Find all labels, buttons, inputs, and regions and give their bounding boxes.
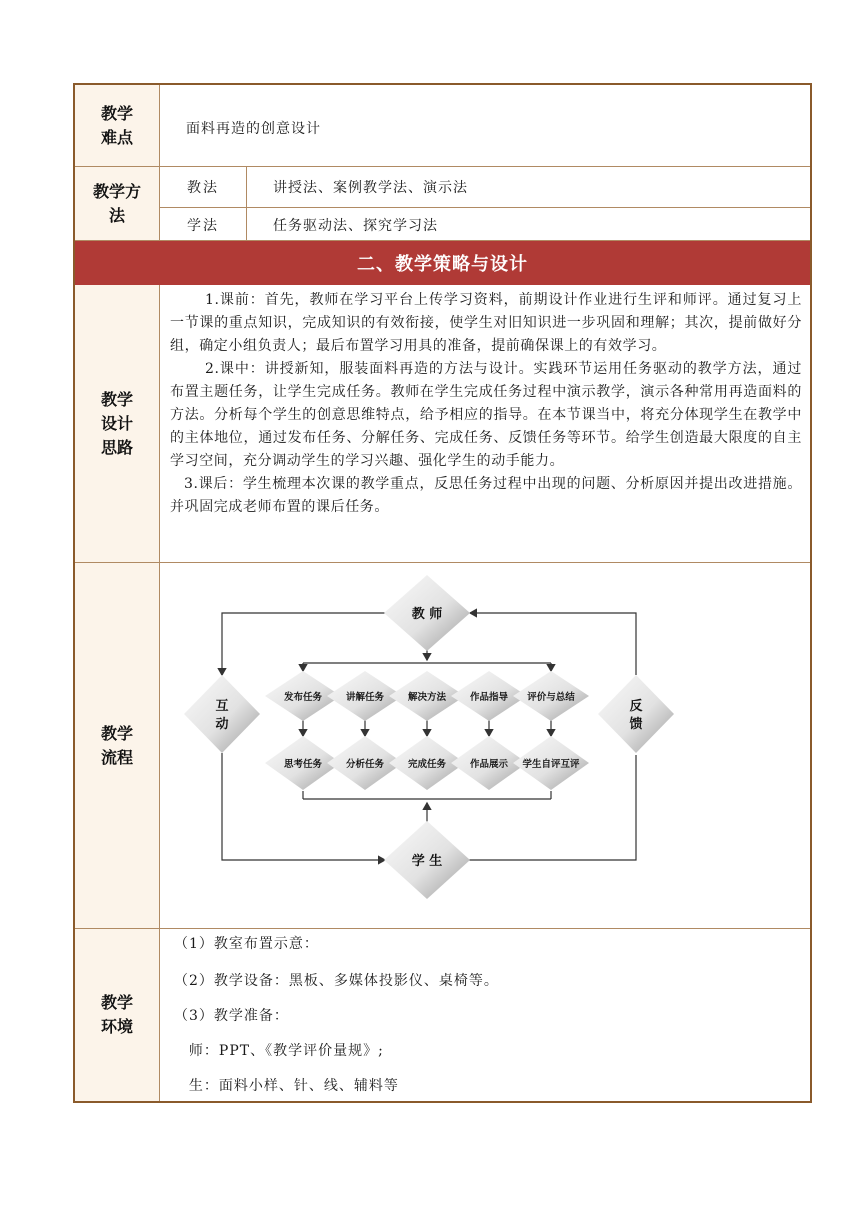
task-text: 评价与总结: [527, 692, 575, 703]
design-paragraph: 3.课后：学生梳理本次课的教学重点，反思任务过程中出现的问题、分析原因并提出改进措施。并巩固完成老师布置的课后任务。: [170, 476, 802, 515]
interact-text: 动: [215, 717, 229, 732]
student-text: 学 生: [411, 854, 443, 869]
section-banner: 二、教学策略与设计: [75, 241, 810, 285]
difficulty-value: 面料再造的创意设计: [186, 121, 321, 137]
environment-line: 生：面料小样、针、线、辅料等: [178, 1078, 399, 1094]
feedback-text: 反: [629, 699, 643, 714]
task-text: 解决方法: [407, 692, 447, 703]
method-value: 任务驱动法、探究学习法: [273, 217, 438, 234]
methods-row: [75, 167, 810, 241]
bottom-row-nodes: [265, 736, 589, 790]
flow-diagram: [160, 563, 810, 929]
task-text: 发布任务: [283, 692, 323, 703]
lesson-plan-table: [73, 83, 812, 1103]
design-paragraph: 2.课中：讲授新知，服装面料再造的方法与设计。实践环节运用任务驱动的教学方法，通过布置主题任务，让学生完成任务。教师在学生完成任务过程中演示教学，演示各种常用再造面料的方法。分析每个学生的创意思维特点，给予相应的指导。在本节课当中，将充分体现学生在教学中的主体地位，通过发布任务、分解任务、完成任务、反馈任务等环节。给学生创造最大限度的自主学习空间，充分调动学生的学习兴趣、强化学生的动手能力。: [170, 361, 802, 469]
environment-line: （1）教室布置示意：: [174, 936, 319, 952]
top-row-nodes: [265, 671, 589, 721]
environment-row: [75, 929, 810, 1101]
task-text: 学生自评互评: [522, 759, 580, 770]
task-text: 作品指导: [469, 692, 509, 703]
method-key: 教法: [160, 167, 247, 207]
difficulty-content: [160, 85, 810, 166]
task-text: 思考任务: [283, 759, 323, 770]
flow-content: [160, 563, 810, 928]
teacher-text: 教 师: [411, 607, 443, 622]
feedback-node: [598, 675, 674, 753]
environment-line: （2）教学设备：黑板、多媒体投影仪、桌椅等。: [174, 973, 499, 989]
interact-node: [184, 675, 260, 753]
methods-label: 教学方 法: [75, 167, 160, 240]
method-row-teach: [160, 167, 810, 208]
difficulty-label: 教学 难点: [75, 85, 160, 166]
method-key: 学法: [160, 208, 247, 241]
task-text: 讲解任务: [345, 692, 385, 703]
environment-line: 师：PPT、《教学评价量规》;: [178, 1043, 384, 1059]
interact-text: 互: [215, 699, 229, 714]
design-label: 教学 设计 思路: [75, 285, 160, 562]
design-row: [75, 285, 810, 563]
task-text: 作品展示: [469, 759, 509, 770]
design-paragraph: 1.课前：首先，教师在学习平台上传学习资料，前期设计作业进行生评和师评。通过复习上一节课的重点知识，完成知识的有效衔接，使学生对旧知识进一步巩固和理解；其次，提前做好分组，确定小组负责人；最后布置学习用具的准备，提前确保课上的有效学习。: [170, 292, 802, 354]
method-value: 讲授法、案例教学法、演示法: [273, 180, 468, 196]
flow-row: [75, 563, 810, 929]
environment-line: （3）教学准备：: [174, 1008, 289, 1024]
feedback-text: 馈: [629, 717, 643, 732]
method-row-learn: [160, 208, 810, 241]
difficulty-row: [75, 85, 810, 167]
task-text: 完成任务: [407, 759, 447, 770]
task-text: 分析任务: [345, 759, 385, 770]
environment-label: 教学 环境: [75, 929, 160, 1101]
environment-content: [160, 929, 810, 1101]
design-content: [160, 285, 810, 562]
flow-label: 教学 流程: [75, 563, 160, 928]
methods-content: [160, 167, 810, 240]
